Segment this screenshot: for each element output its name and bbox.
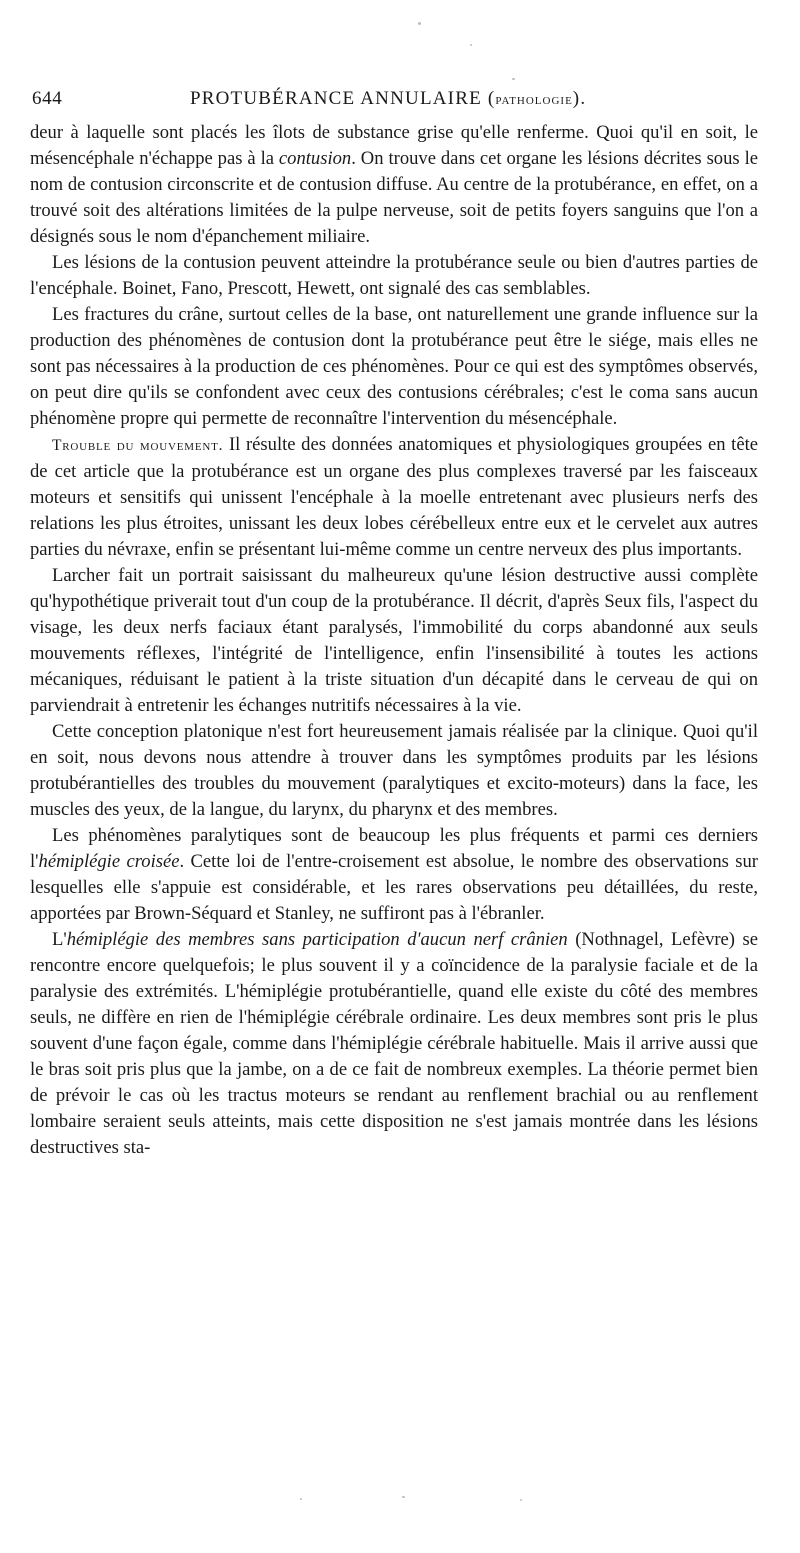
scan-speck — [520, 1499, 522, 1501]
paragraph-text: L' — [52, 929, 67, 950]
paragraph-text: (Nothnagel, Lefèvre) se rencontre encore quelquefois; le plus souvent il y a coïncidence de la paralysie faciale et de la paralysie des extrémités. L'hémiplégie protubérantielle, quand elle existe du côté des membres seuls, ne diffère en rien de l'hémiplégie cérébrale ordinaire. Les deux membres sont pris le plus souvent d'une façon égale, comme dans l'hémiplégie cérébrale habituelle. Mais il arrive aussi que le bras soit pris plus que la jambe, on a de ce fait de nombreux exemples. La théorie permet bien de prévoir le cas où les tractus moteurs se rendant au renflement brachial ou au renflement lombaire seraient seuls atteints, mais cette disposition ne s'est jamais montrée dans les lésions destructives sta- — [30, 929, 758, 1158]
paragraph-fractures — [30, 302, 758, 432]
scan-speck — [402, 1496, 405, 1498]
paragraph-text: Les phénomènes paralytiques sont de beaucoup les plus fréquents et parmi ces derniers l' — [30, 825, 758, 872]
paragraph-trouble-mouvement — [30, 432, 758, 563]
paragraph-text: deur à laquelle sont placés les îlots de substance grise qu'elle renferme. Quoi qu'il en soit, le mésencéphale n'échappe pas à la — [30, 122, 758, 169]
paragraph-text: Les lésions de la contusion peuvent atteindre la protubérance seule ou bien d'autres parties de l'encéphale. Boinet, Fano, Prescott, Hewett, ont signalé des cas semblables. — [30, 252, 758, 299]
italic-term: hémiplégie des membres sans participation d'aucun nerf crânien — [66, 929, 568, 950]
running-title-close: ). — [572, 88, 587, 109]
italic-term: contusion — [278, 148, 352, 169]
paragraph-contusion — [30, 120, 758, 250]
running-head — [30, 88, 758, 120]
paragraph-text: Cette conception platonique n'est fort heureusement jamais réalisée par la clinique. Quoi qu'il en soit, nous devons nous attendre à trouver dans les symptômes produits par les lésions protubérantielles des troubles du mouvement (paralytiques et excito-moteurs) dans la face, les muscles des yeux, de la langue, du larynx, du pharynx et des membres. — [30, 721, 758, 820]
scan-speck — [470, 44, 472, 46]
running-title-main: PROTUBÉRANCE ANNULAIRE ( — [190, 88, 496, 109]
paragraph-text: Les fractures du crâne, surtout celles de la base, ont naturellement une grande influence sur la production des phénomènes de contusion dont la protubérance peut être le siége, mais elles ne sont pas nécessaires à la production de ces phénomènes. Pour ce qui est des symptômes observés, on peut dire qu'ils se confondent avec ceux des contusions cérébrales; c'est le coma sans aucun phénomène propre qui permette de reconnaître l'intervention du mésencéphale. — [30, 304, 758, 429]
paragraph-text: . Cette loi de l'entre-croisement est absolue, le nombre des observations sur lesquelles elle s'appuie est considérable, et les rares observations peu détaillées, du reste, apportées par Brown-Séquard et Stanley, ne suffiront pas à l'ébranler. — [30, 851, 758, 924]
paragraph-text: . On trouve dans cet organe les lésions décrites sous le nom de contusion circonscrite et de contusion diffuse. Au centre de la protubérance, en effet, on a trouvé soit des altérations limitées de la pulpe nerveuse, soit de petits foyers sanguins que l'on a désignés sous le nom d'épanchement miliaire. — [30, 148, 758, 247]
body-text — [30, 120, 758, 1161]
paragraph-larcher — [30, 563, 758, 719]
paragraph-lesions — [30, 250, 758, 302]
scan-speck — [418, 22, 421, 25]
scan-speck — [512, 78, 515, 80]
book-page — [30, 88, 758, 1161]
paragraph-text: Il résulte des données anatomiques et physiologiques groupées en tête de cet article que la protubérance est un organe des plus complexes traversé par les faisceaux moteurs et sensitifs qui unissent l'encéphale à la moelle entretenant avec plusieurs nerfs des relations les plus étroites, unissant les deux lobes cérébelleux entre eux et le cervelet aux autres parties du névraxe, enfin se présentant lui-même comme un centre nerveux des plus importants. — [30, 434, 758, 560]
running-title — [190, 88, 586, 110]
section-heading: Trouble du mouvement. — [52, 437, 224, 454]
italic-term: hémiplégie croisée — [38, 851, 180, 872]
paragraph-hemiplegie — [30, 927, 758, 1161]
running-title-sub: pathologie — [495, 92, 573, 108]
paragraph-conception — [30, 719, 758, 823]
paragraph-phenomenes — [30, 823, 758, 927]
paragraph-text: Larcher fait un portrait saisissant du malheureux qu'une lésion destructive aussi complète qu'hypothétique priverait tout d'un coup de la protubérance. Il décrit, d'après Seux fils, l'aspect du visage, les deux nerfs faciaux étant paralysés, l'immobilité du corps abandonné aux seuls mouvements réflexes, l'intégrité de l'intelligence, enfin l'insensibilité à toutes les actions mécaniques, réduisant le patient à la triste situation d'un décapité dans le cerveau de qui on parviendrait à entretenir les échanges nutritifs nécessaires à la vie. — [30, 565, 758, 716]
page-number: 644 — [32, 88, 63, 109]
scan-speck — [300, 1498, 302, 1500]
